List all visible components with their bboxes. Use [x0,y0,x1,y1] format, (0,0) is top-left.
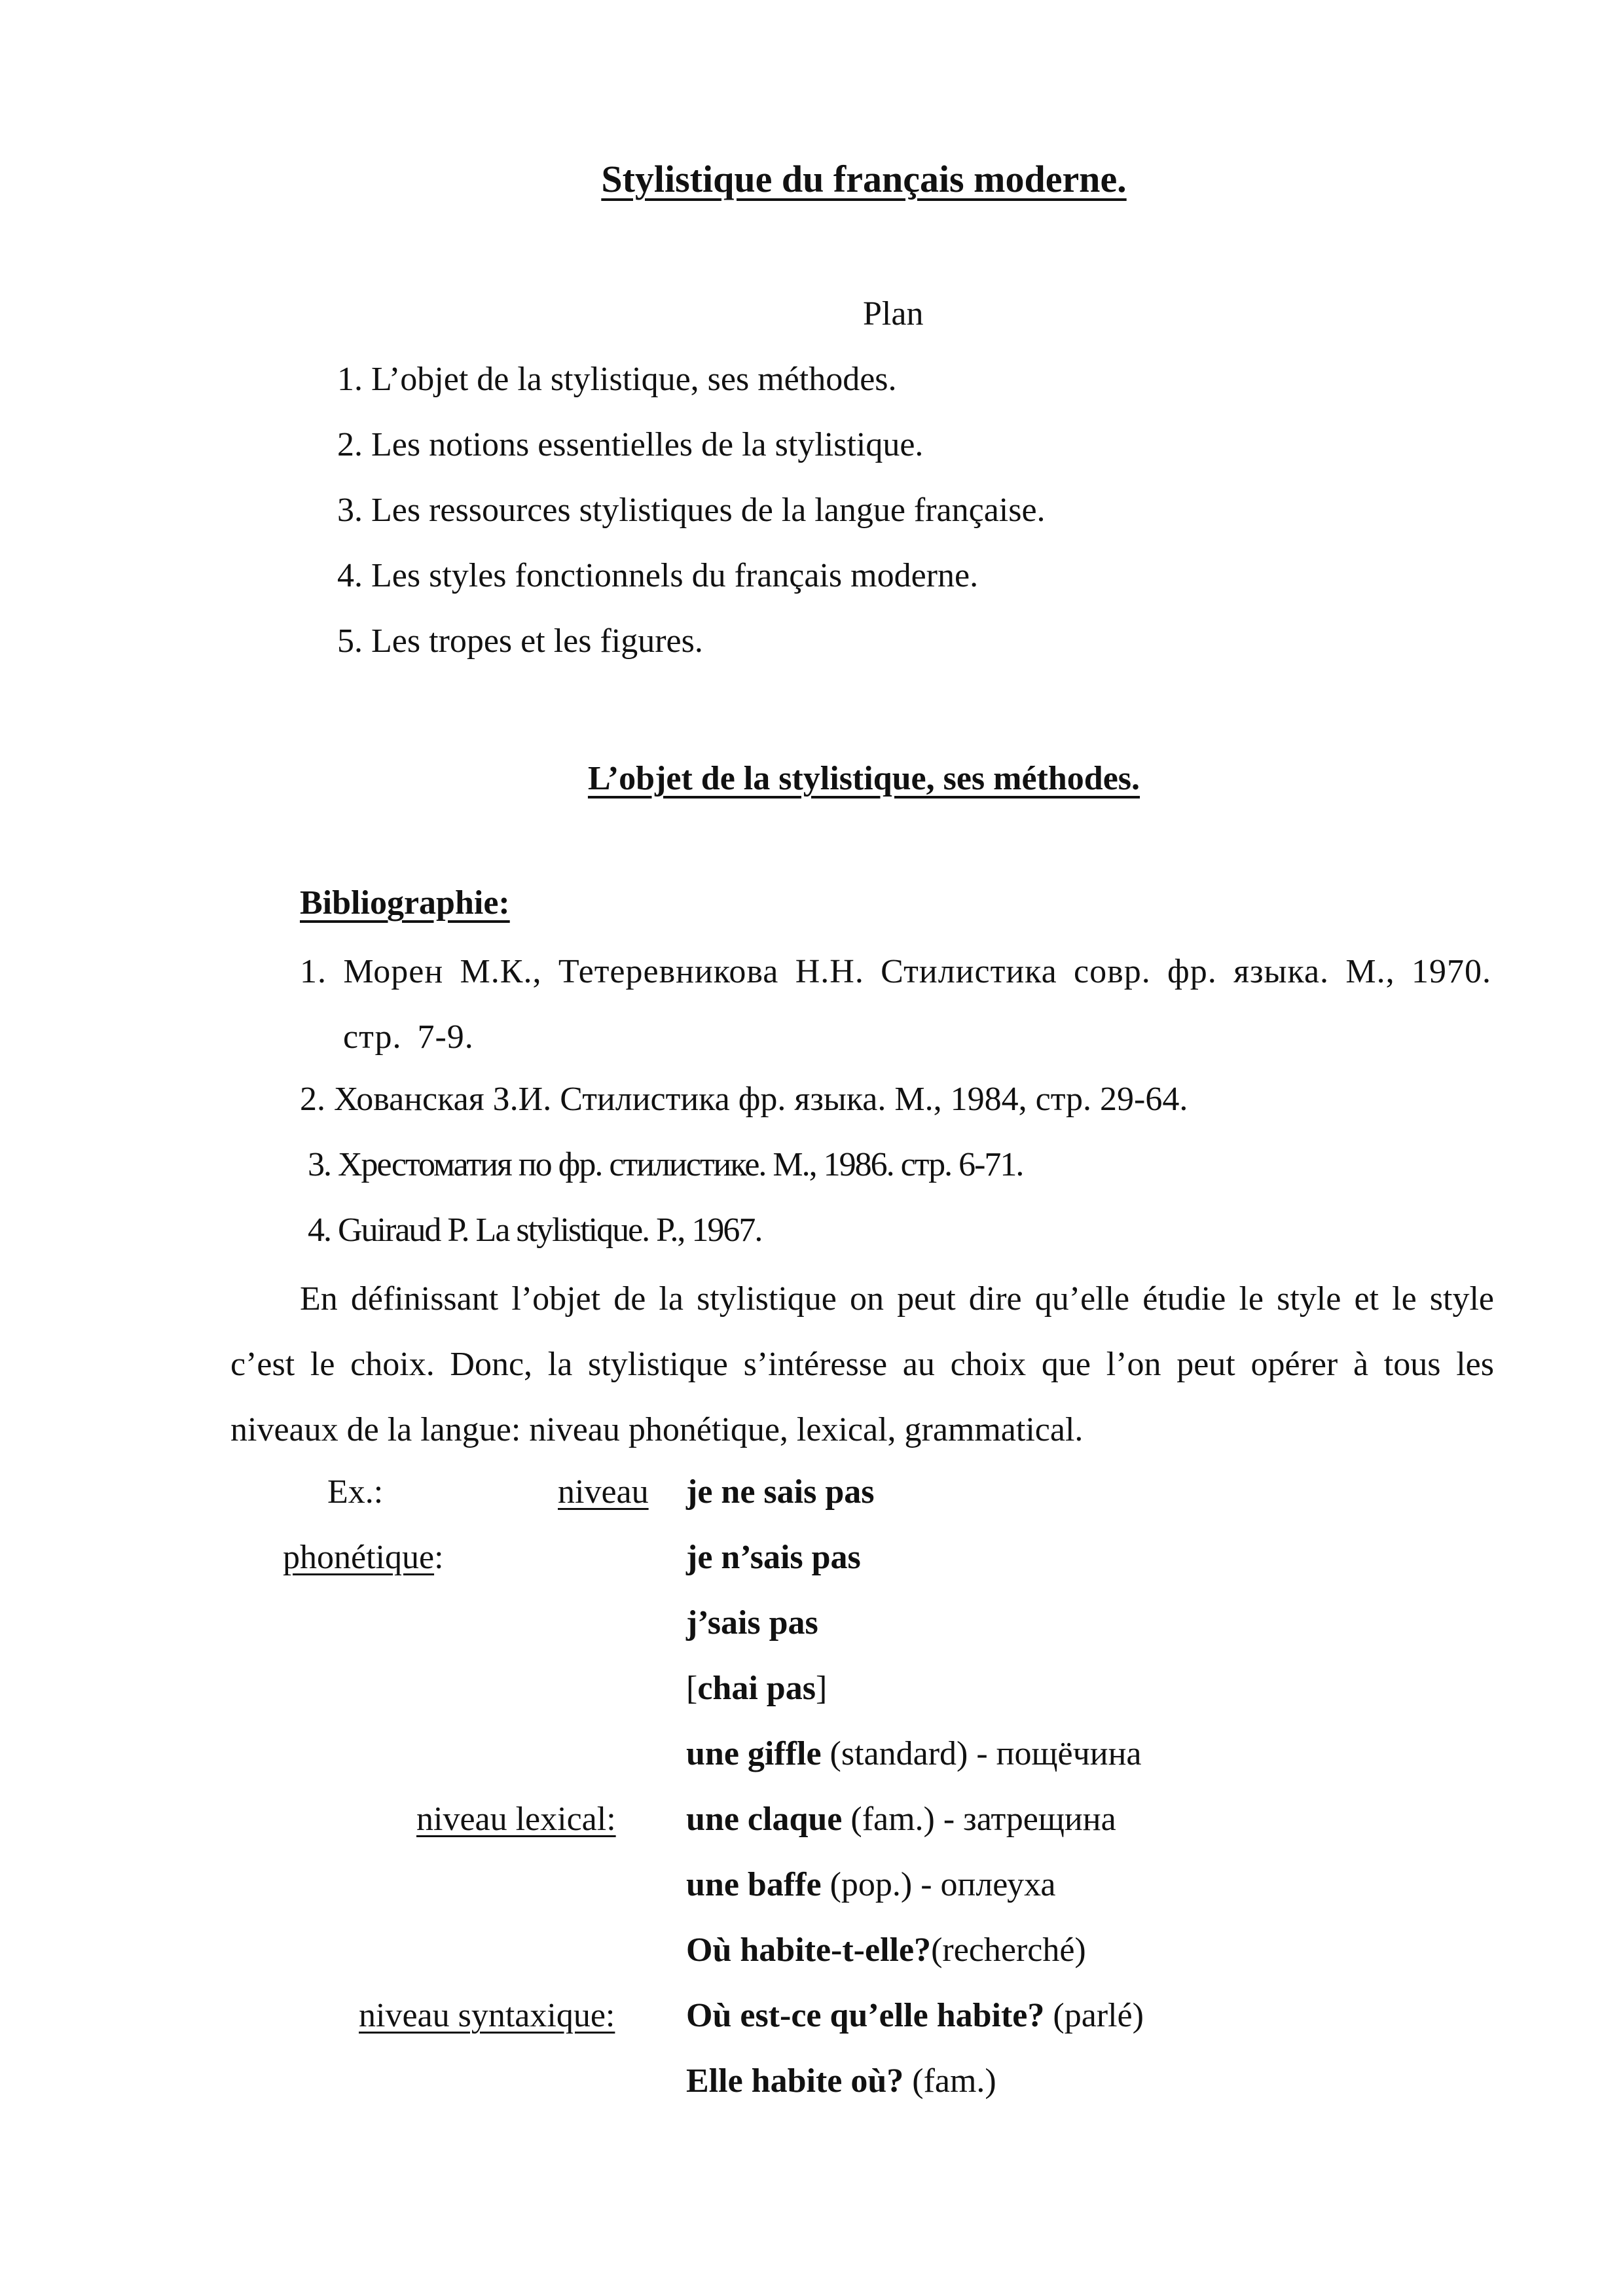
plan-heading: Plan [863,295,924,332]
bibliography-item: 4. Guiraud P. La stylistique. P., 1967. [308,1211,762,1249]
lexical-label: niveau lexical: [416,1801,616,1838]
syntax-example: Où habite-t-elle?(recherché) [686,1931,1086,1969]
lexical-example: une giffle (standard) - пощёчина [686,1735,1142,1772]
lexical-example: une baffe (pop.) - оплеуха [686,1866,1056,1903]
phonetic-example: je n’sais pas [686,1539,861,1576]
section-title: L’objet de la stylistique, ses méthodes. [587,760,1140,797]
example-label: Ex.: [327,1473,384,1511]
body-paragraph [230,1266,1494,1463]
bibliography-item: 3. Хрестоматия по фр. стилистике. М., 1986. стр. 6-71. [308,1146,1023,1183]
bibliography-item: 2. Хованская З.И. Стилистика фр. языка. М., 1984, стр. 29-64. [300,1081,1188,1118]
bibliography-heading: Bibliographie: [300,884,510,922]
plan-item: 1. L’objet de la stylistique, ses méthodes. [337,361,897,398]
syntax-example: Où est-ce qu’elle habite? (parlé) [686,1997,1144,2034]
lexical-example: une claque (fam.) - затрещина [686,1801,1116,1838]
bibliography-item [300,939,1491,1070]
plan-item: 2. Les notions essentielles de la stylistique. [337,426,924,463]
phonetic-example: je ne sais pas [686,1473,875,1511]
niveau-label: niveau [558,1473,649,1511]
bibliography-item-text: 1. Морен М.К., Тетеревникова Н.Н. Стилистика совр. фр. языка. М., 1970. стр. 7-9. [300,953,1491,1056]
phonetic-example: [chai pas] [686,1670,828,1707]
phonetique-label: phonétique: [283,1539,444,1576]
body-paragraph-text: En définissant l’objet de la stylistique on peut dire qu’elle étudie le style et le style c’est le choix. Donc, la stylistique s’intéresse au choix que l’on peut opérer à tous les niveaux de la langue: niveau phonétique, lexical, grammatical. [230,1280,1494,1448]
syntax-example: Elle habite où? (fam.) [686,2062,996,2100]
plan-item: 5. Les tropes et les figures. [337,622,703,660]
plan-item: 3. Les ressources stylistiques de la langue française. [337,492,1046,529]
syntaxique-label: niveau syntaxique: [359,1997,615,2034]
document-title: Stylistique du français moderne. [601,158,1127,200]
phonetic-example: j’sais pas [686,1604,818,1641]
plan-item: 4. Les styles fonctionnels du français moderne. [337,557,979,594]
